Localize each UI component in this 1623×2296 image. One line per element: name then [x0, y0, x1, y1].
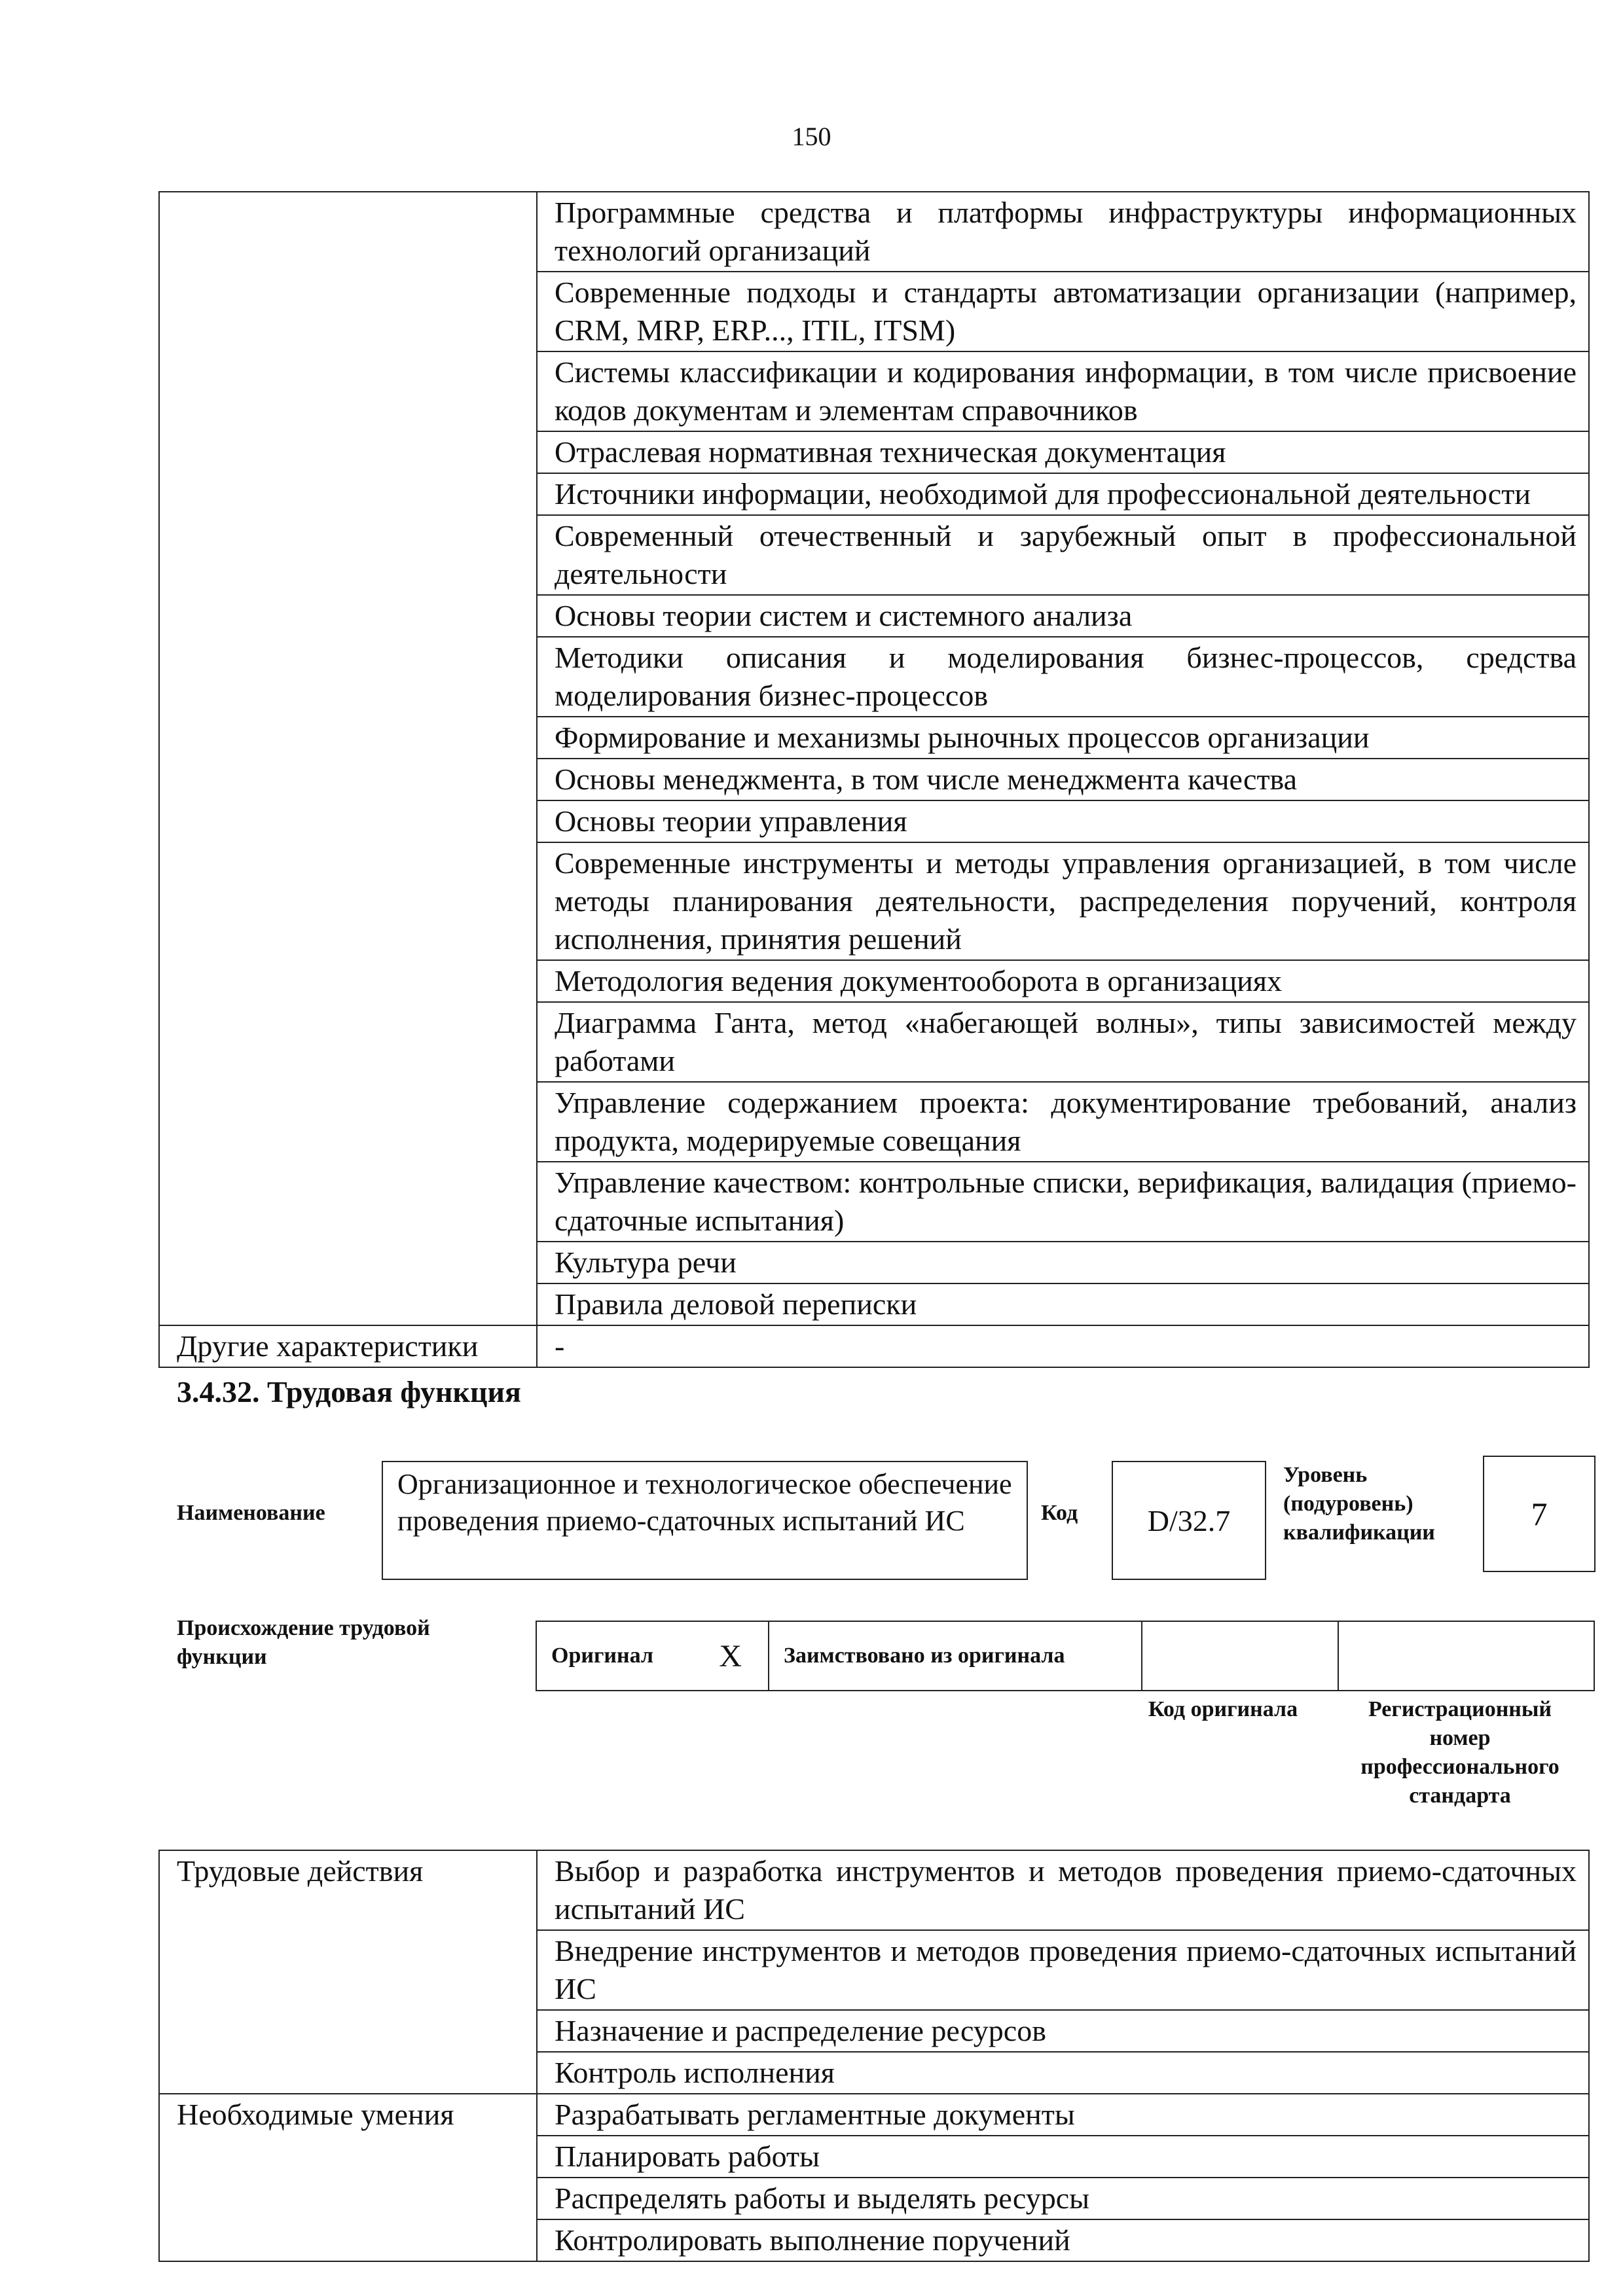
labor-action-item: Контроль исполнения: [537, 2052, 1589, 2094]
reg-caption: Регистрационный номер профессионального стандарта: [1360, 1697, 1559, 1808]
table-row: [159, 1162, 1589, 1242]
table-row: [159, 759, 1589, 800]
table-row: [159, 842, 1589, 960]
knowledge-item: Культура речи: [537, 1242, 1589, 1283]
table-row: [159, 1283, 1589, 1325]
table-row: [159, 717, 1589, 759]
labor-action-item: Назначение и распределение ресурсов: [537, 2010, 1589, 2052]
labor-action-item: Внедрение инструментов и методов проведения приемо-сдаточных испытаний ИС: [537, 1930, 1589, 2010]
knowledge-item: Основы теории управления: [537, 800, 1589, 842]
origin-reg-cell: [1339, 1622, 1594, 1690]
knowledge-item: Управление содержанием проекта: документирование требований, анализ продукта, модерируемые совещания: [537, 1082, 1589, 1162]
table-row: [159, 1002, 1589, 1082]
origin-original-label: Оригинал: [551, 1643, 653, 1668]
origin-code-cell: [1142, 1622, 1339, 1690]
other-characteristics-label: Другие характеристики: [159, 1325, 537, 1367]
table-row: [159, 192, 1589, 272]
table-row: [159, 800, 1589, 842]
skill-item: Планировать работы: [537, 2136, 1589, 2178]
table-row: [159, 473, 1589, 515]
origin-label: Происхождение трудовой функции: [177, 1616, 430, 1669]
knowledge-item: Методики описания и моделирования бизнес-процессов, средства моделирования бизнес-процессов: [537, 637, 1589, 717]
table-row: [159, 2136, 1589, 2178]
table-row: [159, 2094, 1589, 2136]
table-row: [159, 1082, 1589, 1162]
level-value-box: 7: [1483, 1456, 1596, 1572]
table-row: [159, 960, 1589, 1002]
table-row: [159, 2219, 1589, 2261]
knowledge-item: Системы классификации и кодирования информации, в том числе присвоение кодов документам и элементам справочников: [537, 351, 1589, 431]
table-row: [159, 2010, 1589, 2052]
knowledge-item: Современные инструменты и методы управления организацией, в том числе методы планирования деятельности, распределения поручений, контроля исполнения, принятия решений: [537, 842, 1589, 960]
page-number: 150: [792, 122, 831, 151]
skills-label: Необходимые умения: [159, 2094, 537, 2136]
table-row: [159, 2052, 1589, 2094]
code-value-box: D/32.7: [1112, 1461, 1266, 1580]
knowledge-item: Методология ведения документооборота в организациях: [537, 960, 1589, 1002]
table-row: [159, 431, 1589, 473]
knowledge-item: Отраслевая нормативная техническая документация: [537, 431, 1589, 473]
table-row: [159, 1242, 1589, 1283]
knowledge-item: Основы теории систем и системного анализа: [537, 595, 1589, 637]
labor-actions-label: Трудовые действия: [159, 1850, 537, 1930]
origin-mark: X: [719, 1638, 742, 1674]
skill-item: Разрабатывать регламентные документы: [537, 2094, 1589, 2136]
skill-item: Распределять работы и выделять ресурсы: [537, 2178, 1589, 2219]
origin-original-cell: [537, 1622, 769, 1690]
knowledge-item: Основы менеджмента, в том числе менеджмента качества: [537, 759, 1589, 800]
table-row: [159, 2178, 1589, 2219]
table-row: [159, 1325, 1589, 1367]
other-characteristics-value: -: [537, 1325, 1589, 1367]
origin-borrowed-cell: Заимствовано из оригинала: [769, 1622, 1142, 1690]
knowledge-item: Современные подходы и стандарты автоматизации организации (например, CRM, MRP, ERP..., ITIL, ITSM): [537, 272, 1589, 351]
knowledge-item: Источники информации, необходимой для профессиональной деятельности: [537, 473, 1589, 515]
table-row: [159, 637, 1589, 717]
table-row: [159, 272, 1589, 351]
table-row: [159, 515, 1589, 595]
skill-item: Контролировать выполнение поручений: [537, 2219, 1589, 2261]
table-row: [159, 351, 1589, 431]
table-row: [159, 1850, 1589, 1930]
level-label: Уровень (подуровень) квалификации: [1283, 1463, 1435, 1545]
knowledge-item: Программные средства и платформы инфраструктуры информационных технологий организаций: [537, 192, 1589, 272]
labor-action-item: Выбор и разработка инструментов и методов проведения приемо-сдаточных испытаний ИС: [537, 1850, 1589, 1930]
knowledge-item: Управление качеством: контрольные списки, верификация, валидация (приемо-сдаточные испытания): [537, 1162, 1589, 1242]
knowledge-table: [158, 191, 1590, 1368]
name-label: Наименование: [177, 1501, 325, 1525]
table-row: [159, 595, 1589, 637]
actions-table: [158, 1850, 1590, 2262]
section-heading: 3.4.32. Трудовая функция: [177, 1375, 521, 1408]
knowledge-item: Современный отечественный и зарубежный опыт в профессиональной деятельности: [537, 515, 1589, 595]
code-caption: Код оригинала: [1148, 1697, 1298, 1721]
table-row: [159, 1930, 1589, 2010]
function-name-box: Организационное и технологическое обеспечение проведения приемо-сдаточных испытаний ИС: [382, 1461, 1028, 1580]
knowledge-item: Формирование и механизмы рыночных процессов организации: [537, 717, 1589, 759]
knowledge-item: Правила деловой переписки: [537, 1283, 1589, 1325]
knowledge-item: Диаграмма Ганта, метод «набегающей волны», типы зависимостей между работами: [537, 1002, 1589, 1082]
origin-row: [536, 1621, 1595, 1691]
code-label: Код: [1041, 1501, 1078, 1525]
